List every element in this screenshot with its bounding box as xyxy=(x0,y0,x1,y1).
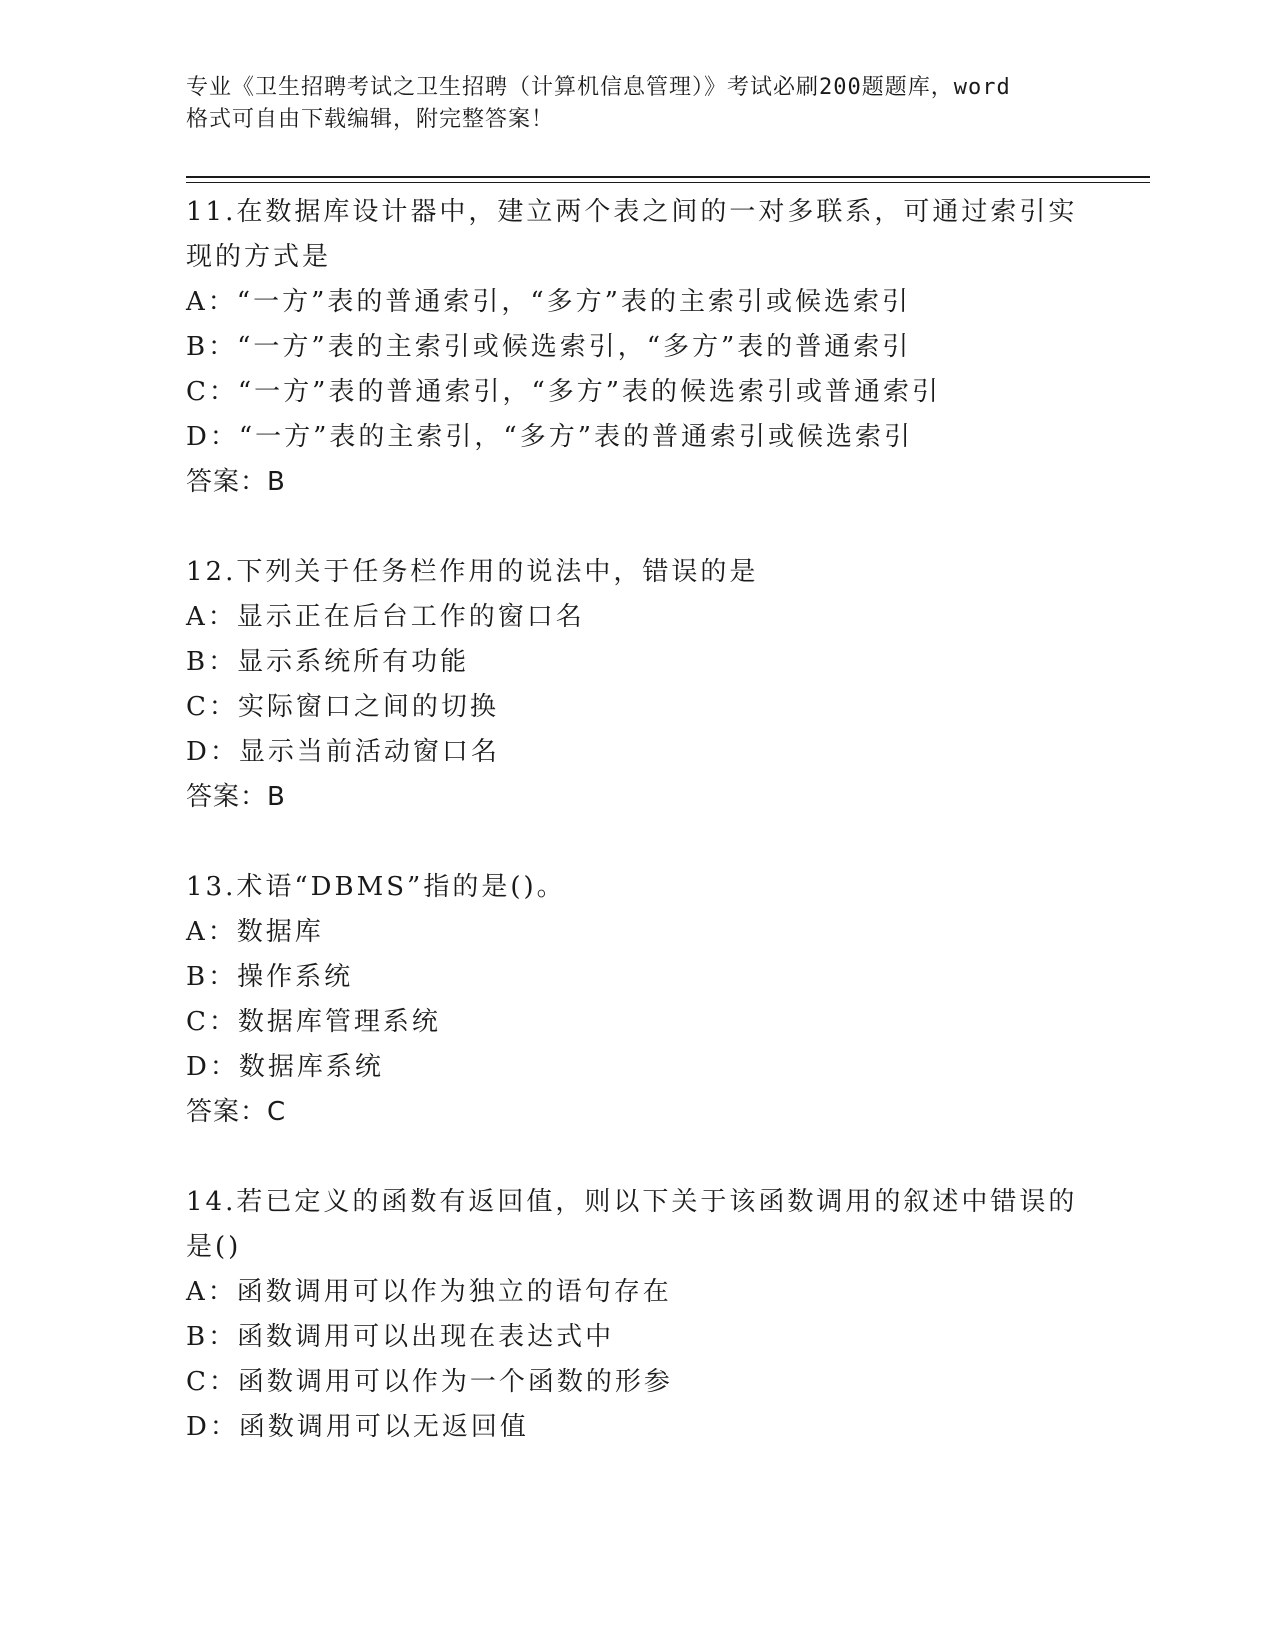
option-c: C：函数调用可以作为一个函数的形参 xyxy=(186,1367,673,1397)
question-13 xyxy=(186,865,1086,1135)
option-c: C：数据库管理系统 xyxy=(186,1007,441,1037)
question-stem-line-1: 12.下列关于任务栏作用的说法中，错误的是 xyxy=(186,557,759,587)
question-spacer xyxy=(186,1135,1086,1180)
question-list xyxy=(186,190,1086,1450)
question-stem-line-1: 11.在数据库设计器中，建立两个表之间的一对多联系，可通过索引实 xyxy=(186,197,1078,227)
option-b: B：操作系统 xyxy=(186,962,354,992)
answer-line: 答案：B xyxy=(186,782,286,812)
question-14 xyxy=(186,1180,1086,1450)
document-header xyxy=(186,72,1086,136)
option-a: A：显示正在后台工作的窗口名 xyxy=(186,602,585,632)
answer-line: 答案：B xyxy=(186,467,286,497)
option-d: D：数据库系统 xyxy=(186,1052,384,1082)
question-spacer xyxy=(186,505,1086,550)
option-a: A：“一方”表的普通索引，“多方”表的主索引或候选索引 xyxy=(186,287,911,317)
question-11 xyxy=(186,190,1086,505)
question-stem-line-1: 13.术语“DBMS”指的是()。 xyxy=(186,872,566,902)
question-stem-line-2: 是() xyxy=(186,1232,242,1262)
question-12 xyxy=(186,550,1086,820)
header-divider-thin xyxy=(186,182,1150,183)
header-line-1: 专业《卫生招聘考试之卫生招聘（计算机信息管理）》考试必刷200题题库，word xyxy=(186,75,1011,100)
option-a: A：函数调用可以作为独立的语句存在 xyxy=(186,1277,672,1307)
option-d: D：显示当前活动窗口名 xyxy=(186,737,500,767)
question-stem-line-2: 现的方式是 xyxy=(186,242,332,272)
option-d: D：“一方”表的主索引，“多方”表的普通索引或候选索引 xyxy=(186,422,914,452)
header-divider-thick xyxy=(186,176,1150,178)
option-b: B：“一方”表的主索引或候选索引，“多方”表的普通索引 xyxy=(186,332,912,362)
option-b: B：显示系统所有功能 xyxy=(186,647,470,677)
question-stem-line-1: 14.若已定义的函数有返回值，则以下关于该函数调用的叙述中错误的 xyxy=(186,1187,1078,1217)
option-d: D：函数调用可以无返回值 xyxy=(186,1412,529,1442)
option-b: B：函数调用可以出现在表达式中 xyxy=(186,1322,615,1352)
option-c: C：“一方”表的普通索引，“多方”表的候选索引或普通索引 xyxy=(186,377,942,407)
option-c: C：实际窗口之间的切换 xyxy=(186,692,499,722)
question-spacer xyxy=(186,820,1086,865)
answer-line: 答案：C xyxy=(186,1097,287,1127)
option-a: A：数据库 xyxy=(186,917,324,947)
header-line-2: 格式可自由下载编辑，附完整答案！ xyxy=(186,107,555,132)
